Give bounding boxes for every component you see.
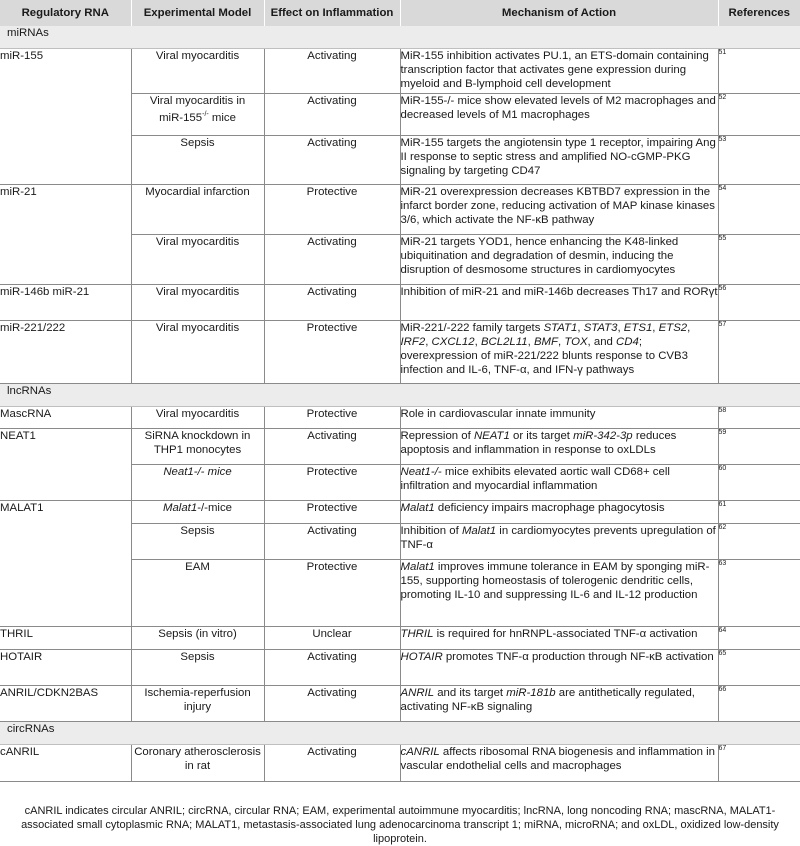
gene-name: Malat1 [461, 525, 497, 537]
table-row [0, 136, 800, 185]
mechanism-cell [400, 524, 718, 560]
effect-cell: Activating [264, 235, 400, 285]
rna-name-canril: cANRIL [0, 745, 131, 782]
model-text: miR-155 [159, 111, 203, 124]
reference-cell: 60 [718, 465, 800, 501]
effect-cell: Activating [264, 136, 400, 185]
section-label-lncrnas: lncRNAs [0, 384, 800, 407]
effect-cell: Protective [264, 501, 400, 524]
reference-cell: 55 [718, 235, 800, 285]
rna-name-mir146b: miR-146b miR-21 [0, 285, 131, 321]
mechanism-cell [400, 650, 718, 686]
rna-name-empty [0, 235, 131, 285]
mechanism-cell [400, 745, 718, 782]
reference-cell: 53 [718, 136, 800, 185]
table-row [0, 745, 800, 782]
model-text: Viral myocarditis in [149, 95, 246, 107]
mechanism-cell [400, 627, 718, 650]
gene-name: cANRIL [400, 746, 440, 758]
model-cell: Viral myocarditis [131, 321, 264, 384]
table-row [0, 49, 800, 94]
mechanism-cell [400, 429, 718, 465]
effect-cell: Activating [264, 524, 400, 560]
model-cell: Sepsis [131, 650, 264, 686]
gene-name: BMF [533, 336, 558, 348]
rna-name-thril: THRIL [0, 627, 131, 650]
mechanism-cell: Role in cardiovascular innate immunity [400, 407, 718, 429]
rna-name-mir155: miR-155 [0, 50, 44, 62]
rna-name-malat1: MALAT1 [0, 502, 44, 514]
effect-cell: Unclear [264, 627, 400, 650]
mechanism-text: Inhibition of [400, 525, 462, 537]
model-superscript: -/- [202, 111, 209, 118]
mechanism-text: or its target [509, 430, 574, 442]
gene-name: BCL2L11 [480, 336, 528, 348]
header-mechanism-of-action: Mechanism of Action [400, 0, 718, 26]
model-cell: EAM [131, 560, 264, 627]
effect-cell: Activating [264, 49, 400, 94]
model-cell: Coronary atherosclerosis in rat [131, 745, 264, 782]
model-cell: Myocardial infarction [131, 185, 264, 235]
effect-cell: Activating [264, 686, 400, 722]
table-footnote: cANRIL indicates circular ANRIL; circRNA, circular RNA; EAM, experimental autoimmune myocarditis; lncRNA, long noncoding RNA; mascRNA, MALAT1-associated small cytoplasmic RNA; MALAT1, metastasis-associated lung adenocarcinoma transcript 1; miRNA, microRNA; and oxLDL, oxidized low-density lipoprotein. [21, 805, 779, 845]
model-cell: Viral myocarditis [131, 49, 264, 94]
model-cell: Sepsis [131, 524, 264, 560]
mechanism-text: MiR-221/-222 family targets [400, 322, 544, 334]
mechanism-cell [400, 686, 718, 722]
model-cell: Viral myocarditis [131, 235, 264, 285]
table-row [0, 285, 800, 321]
reference-cell: 56 [718, 285, 800, 321]
table-row [0, 429, 800, 465]
rna-name-mir21: miR-21 [0, 186, 37, 198]
gene-name: miR-181b [506, 687, 556, 699]
model-cell: Ischemia-reperfusion injury [131, 686, 264, 722]
effect-cell: Protective [264, 465, 400, 501]
section-row-mirnas [0, 26, 800, 49]
reference-cell: 57 [718, 321, 800, 384]
rna-name-neat1: NEAT1 [0, 430, 36, 442]
model-cell: Sepsis [131, 136, 264, 185]
reference-cell: 67 [718, 745, 800, 782]
table-row [0, 560, 800, 627]
rna-name-empty [0, 136, 131, 185]
effect-cell: Activating [264, 429, 400, 465]
mechanism-cell [400, 501, 718, 524]
table-row [0, 465, 800, 501]
mechanism-cell [400, 560, 718, 627]
mechanism-text: promotes TNF-α production through NF-κB activation [442, 651, 714, 663]
mechanism-text: deficiency impairs macrophage phagocytosis [434, 502, 665, 514]
mechanism-text: overexpression of miR-221/222 blunts response to CVB3 infection and IL-6, TNF-α, and IFN-γ pathways [400, 350, 688, 376]
model-cell: Viral myocarditis [131, 407, 264, 429]
mechanism-text: are antithetically regulated, activating NF-κB signaling [400, 687, 695, 713]
mechanism-cell: MiR-221/-222 family targets STAT1, STAT3, ETS1, ETS2, IRF2, CXCL12, BCL2L11, BMF, TOX, and CD4; overexpression of miR-221/222 blunts response to CVB3 infection and IL-6, TNF-α, and IFN-γ pathways [400, 321, 718, 384]
table-row [0, 686, 800, 722]
gene-name: ETS2 [658, 322, 688, 334]
gene-name: CD4 [616, 336, 639, 348]
mechanism-cell [400, 465, 718, 501]
mechanism-text: and its target [434, 687, 507, 699]
table-row [0, 524, 800, 560]
model-cell: Sepsis (in vitro) [131, 627, 264, 650]
gene-name: STAT3 [583, 322, 618, 334]
reference-cell: 52 [718, 94, 800, 136]
header-regulatory-rna: Regulatory RNA [0, 0, 131, 26]
gene-name: IRF2 [400, 336, 426, 348]
gene-name: TOX [564, 336, 588, 348]
reference-cell: 64 [718, 627, 800, 650]
header-experimental-model: Experimental Model [131, 0, 264, 26]
rna-name-mir221: miR-221/222 [0, 321, 131, 384]
mechanism-text: Repression of [400, 430, 474, 442]
gene-name: CXCL12 [431, 336, 475, 348]
model-cell: SiRNA knockdown in THP1 monocytes [131, 429, 264, 465]
reference-cell: 54 [718, 185, 800, 235]
header-row [0, 0, 800, 26]
header-references: References [718, 0, 800, 26]
rna-name-anril: ANRIL/CDKN2BAS [0, 686, 131, 722]
model-text: Neat1-/- mice [163, 466, 232, 478]
gene-name: ANRIL [400, 687, 435, 699]
model-text: -/-mice [197, 502, 232, 514]
gene-name: Malat1 [400, 502, 435, 514]
mechanism-text: improves immune tolerance in EAM by sponging miR-155, supporting homeostasis of tolerogenic dendritic cells, promoting IL-10 and suppressing IL-6 and IL-12 production [400, 561, 710, 601]
reference-cell: 65 [718, 650, 800, 686]
effect-cell: Activating [264, 650, 400, 686]
mechanism-cell: MiR-155 targets the angiotensin type 1 receptor, impairing Ang II response to septic stress and amplified NO-cGMP-PKG signaling by targeting CD47 [400, 136, 718, 185]
gene-name: NEAT1 [473, 430, 510, 442]
effect-cell: Protective [264, 185, 400, 235]
gene-name: THRIL [400, 628, 434, 640]
model-cell: Viral myocarditis [131, 285, 264, 321]
table-row [0, 650, 800, 686]
gene-name: ETS1 [623, 322, 653, 334]
effect-cell: Activating [264, 285, 400, 321]
mechanism-cell: MiR-155 inhibition activates PU.1, an ETS-domain containing transcription factor that activates gene expression during myeloid and B-lymphoid cell development [400, 49, 718, 94]
model-cell [131, 501, 264, 524]
section-label-circrnas: circRNAs [0, 722, 800, 745]
rna-name-empty [0, 94, 131, 136]
model-cell [131, 94, 264, 136]
reference-cell: 62 [718, 524, 800, 560]
table-row [0, 94, 800, 136]
gene-name: Neat1-/- [400, 466, 442, 478]
table-row [0, 407, 800, 429]
section-row-circrnas [0, 722, 800, 745]
effect-cell: Protective [264, 560, 400, 627]
mechanism-text: mice exhibits elevated aortic wall CD68+ cell infiltration and myocardial inflammation [400, 466, 670, 492]
mechanism-text: is required for hnRNPL-associated TNF-α activation [433, 628, 698, 640]
gene-name: Malat1 [400, 561, 435, 573]
reference-cell: 61 [718, 501, 800, 524]
model-cell [131, 465, 264, 501]
table-row [0, 185, 800, 235]
mechanism-cell: Inhibition of miR-21 and miR-146b decreases Th17 and RORγt [400, 285, 718, 321]
header-effect-on-inflammation: Effect on Inflammation [264, 0, 400, 26]
reference-cell: 58 [718, 407, 800, 429]
mechanism-text: in cardiomyocytes prevents upregulation of TNF-α [400, 525, 716, 551]
reference-cell: 66 [718, 686, 800, 722]
gene-name: STAT1 [543, 322, 578, 334]
mechanism-cell: MiR-155-/- mice show elevated levels of M2 macrophages and decreased levels of M1 macrophages [400, 94, 718, 136]
mechanism-text: affects ribosomal RNA biogenesis and inflammation in vascular endothelial cells and macrophages [400, 746, 715, 772]
model-text: mice [208, 111, 236, 124]
rna-name-hotair: HOTAIR [0, 650, 131, 686]
gene-name: HOTAIR [400, 651, 443, 663]
gene-name: miR-342-3p [573, 430, 633, 442]
rna-name-empty [0, 465, 131, 501]
effect-cell: Activating [264, 94, 400, 136]
section-label-mirnas: miRNAs [0, 26, 800, 49]
mechanism-cell: MiR-21 targets YOD1, hence enhancing the K48-linked ubiquitination and degradation of desmin, inducing the disruption of desmosome structures in cardiomyocytes [400, 235, 718, 285]
mechanism-text: reduces apoptosis and inflammation in response to oxLDLs [400, 430, 677, 456]
rna-name-empty [0, 524, 131, 560]
reference-cell: 59 [718, 429, 800, 465]
rna-name-mascrna: MascRNA [0, 407, 131, 429]
table-row [0, 501, 800, 524]
model-text: Malat1 [162, 502, 198, 514]
effect-cell: Protective [264, 321, 400, 384]
reference-cell: 51 [718, 49, 800, 94]
table-row [0, 627, 800, 650]
section-row-lncrnas [0, 384, 800, 407]
rna-name-empty [0, 560, 131, 627]
effect-cell: Protective [264, 407, 400, 429]
table-row [0, 235, 800, 285]
effect-cell: Activating [264, 745, 400, 782]
mechanism-cell: MiR-21 overexpression decreases KBTBD7 expression in the infarct border zone, reducing activation of MAP kinase kinases 3/6, which activate the NF-κB pathway [400, 185, 718, 235]
reference-cell: 63 [718, 560, 800, 627]
table-row [0, 321, 800, 384]
